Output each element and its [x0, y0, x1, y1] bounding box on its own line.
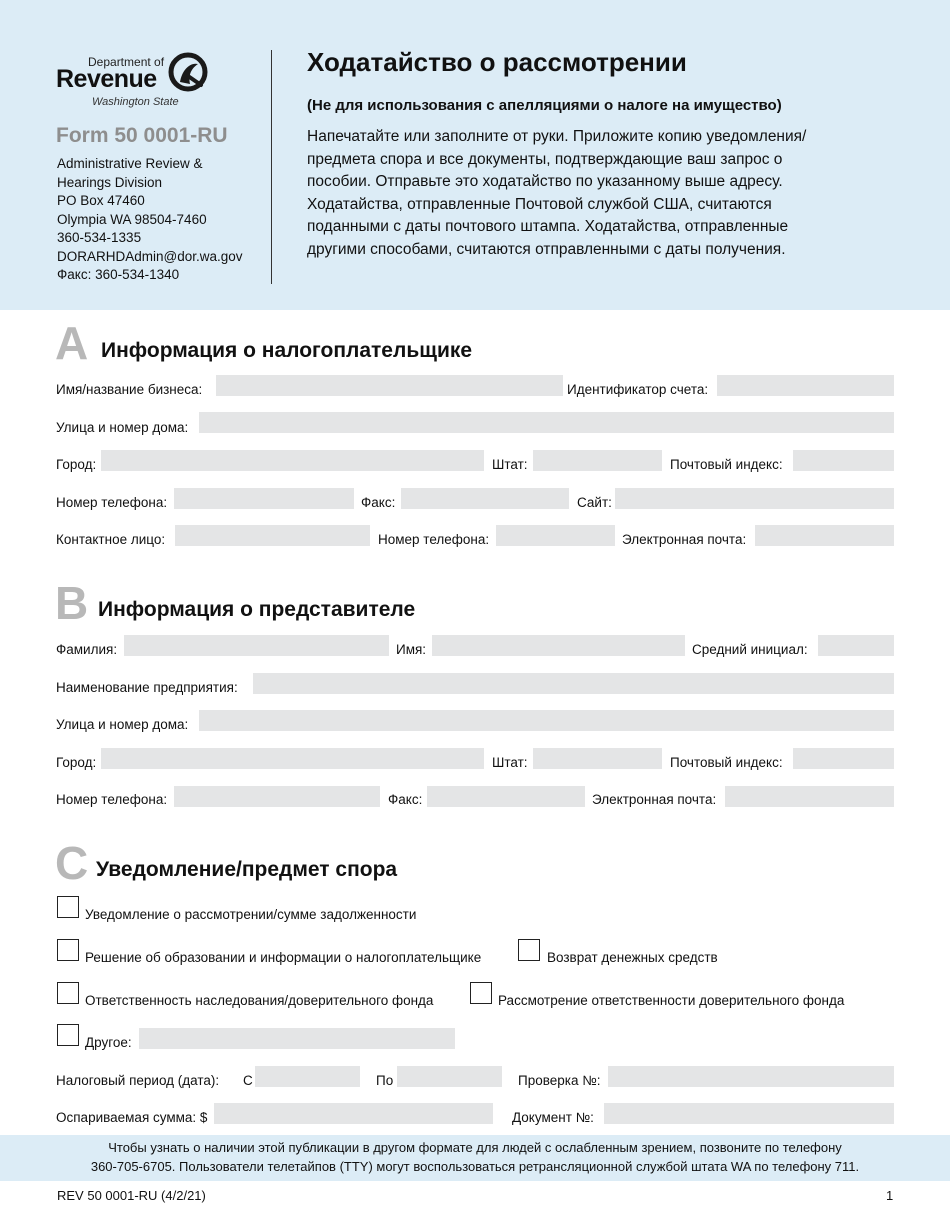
rep-city-field[interactable] [101, 748, 484, 769]
address-line: 360-534-1335 [57, 230, 142, 245]
trust-review-checkbox[interactable] [470, 982, 492, 1004]
rep-company-field[interactable] [253, 673, 894, 694]
audit-number-label: Проверка №: [518, 1073, 601, 1088]
trust-review-label: Рассмотрение ответственности доверительного фонда [498, 993, 845, 1008]
taxpayer-name-label: Имя/название бизнеса: [56, 382, 203, 397]
page-subtitle: (Не для использования с апелляциями о налоге на имущество) [307, 97, 782, 114]
section-a-letter: A [55, 317, 89, 369]
revision-code: REV 50 0001-RU (4/2/21) [57, 1188, 206, 1203]
tax-period-to-label: По [376, 1073, 394, 1088]
rep-street-label: Улица и номер дома: [56, 717, 189, 732]
taxpayer-zip-field[interactable] [793, 450, 894, 471]
refund-label: Возврат денежных средств [547, 950, 718, 965]
other-label: Другое: [85, 1035, 132, 1050]
address-line: Olympia WA 98504-7460 [57, 211, 207, 227]
contact-person-label: Контактное лицо: [56, 532, 166, 547]
rep-fax-label: Факс: [388, 792, 423, 807]
rep-city-label: Город: [56, 755, 97, 770]
rep-state-field[interactable] [533, 748, 662, 769]
accessibility-notice-line: 360-705-6705. Пользователи телетайпов (TTY) могут воспользоваться ретрансляционной службой штата WA по телефону 711. [90, 1159, 860, 1174]
header-band [0, 0, 950, 310]
header-divider [271, 50, 272, 284]
taxpayer-name-field[interactable] [216, 375, 563, 396]
address-line: PO Box 47460 [57, 193, 145, 208]
logo-dept-text: Department of [88, 55, 165, 69]
rep-email-label: Электронная почта: [592, 792, 717, 807]
decision-label: Решение об образовании и информации о налогоплательщике [85, 950, 482, 965]
section-c-title: Уведомление/предмет спора [96, 858, 398, 881]
audit-number-field[interactable] [608, 1066, 894, 1087]
instruction-line: предмета спора и все документы, подтверждающие ваш запрос о [307, 150, 783, 168]
taxpayer-fax-field[interactable] [401, 488, 569, 509]
taxpayer-email-label: Электронная почта: [622, 532, 747, 547]
taxpayer-state-field[interactable] [533, 450, 662, 471]
rep-first-name-label: Имя: [396, 642, 427, 657]
disputed-amount-label: Оспариваемая сумма: $ [56, 1110, 208, 1125]
revenue-swoosh-icon [168, 52, 208, 92]
taxpayer-phone-label: Номер телефона: [56, 495, 168, 510]
rep-fax-field[interactable] [427, 786, 585, 807]
account-id-field[interactable] [717, 375, 894, 396]
taxpayer-city-label: Город: [56, 457, 97, 472]
section-b-title: Информация о представителе [98, 598, 416, 621]
rep-last-name-field[interactable] [124, 635, 389, 656]
inheritance-checkbox[interactable] [57, 982, 79, 1004]
taxpayer-fax-label: Факс: [361, 495, 396, 510]
section-b-letter: B [55, 577, 89, 629]
rep-company-label: Наименование предприятия: [56, 680, 238, 695]
logo-state-text: Washington State [92, 96, 179, 108]
dor-logo [56, 52, 226, 112]
instructions [307, 126, 907, 261]
taxpayer-phone-field[interactable] [174, 488, 354, 509]
logo-revenue-text: Revenue [56, 65, 157, 93]
taxpayer-email-field[interactable] [755, 525, 894, 546]
tax-period-from-label: С [243, 1073, 253, 1088]
instruction-line: другими способами, считаются отправленными с даты получения. [307, 240, 786, 258]
rep-email-field[interactable] [725, 786, 894, 807]
rep-middle-initial-field[interactable] [818, 635, 894, 656]
instruction-line: Напечатайте или заполните от руки. Приложите копию уведомления/ [307, 128, 807, 145]
rep-zip-label: Почтовый индекс: [670, 755, 783, 770]
inheritance-label: Ответственность наследования/доверительного фонда [85, 993, 434, 1008]
taxpayer-site-label: Сайт: [577, 495, 612, 510]
section-a-title: Информация о налогоплательщике [101, 339, 473, 362]
rep-phone-field[interactable] [174, 786, 380, 807]
section-c-letter: C [55, 837, 89, 889]
rep-street-field[interactable] [199, 710, 894, 731]
page-title: Ходатайство о рассмотрении [307, 47, 687, 77]
document-number-field[interactable] [604, 1103, 894, 1124]
taxpayer-site-field[interactable] [615, 488, 894, 509]
address-line: Administrative Review & [57, 156, 203, 171]
tax-period-to-field[interactable] [397, 1066, 502, 1087]
rep-state-label: Штат: [492, 755, 528, 770]
refund-checkbox[interactable] [518, 939, 540, 961]
review-notice-label: Уведомление о рассмотрении/сумме задолженности [85, 907, 417, 922]
form-number: Form 50 0001-RU [56, 124, 228, 147]
page-number: 1 [886, 1188, 894, 1203]
taxpayer-state-label: Штат: [492, 457, 528, 472]
instruction-line: пособии. Отправьте это ходатайство по указанному выше адресу. [307, 173, 783, 190]
accessibility-notice [0, 1135, 950, 1181]
taxpayer-city-field[interactable] [101, 450, 484, 471]
instruction-line: поданными с даты почтового штампа. Ходатайства, отправленные [307, 218, 789, 235]
contact-phone-field[interactable] [496, 525, 615, 546]
rep-phone-label: Номер телефона: [56, 792, 168, 807]
contact-person-field[interactable] [175, 525, 370, 546]
address-line: Факс: 360-534-1340 [57, 267, 180, 282]
taxpayer-zip-label: Почтовый индекс: [670, 457, 783, 472]
contact-phone-label: Номер телефона: [378, 532, 490, 547]
tax-period-from-field[interactable] [255, 1066, 360, 1087]
disputed-amount-field[interactable] [214, 1103, 493, 1124]
tax-period-label: Налоговый период (дата): [56, 1073, 220, 1088]
rep-first-name-field[interactable] [432, 635, 685, 656]
other-checkbox[interactable] [57, 1024, 79, 1046]
decision-checkbox[interactable] [57, 939, 79, 961]
rep-middle-initial-label: Средний инициал: [692, 642, 808, 657]
instruction-line: Ходатайства, отправленные Почтовой службой США, считаются [307, 195, 772, 213]
rep-zip-field[interactable] [793, 748, 894, 769]
taxpayer-street-field[interactable] [199, 412, 894, 433]
other-field[interactable] [139, 1028, 455, 1049]
rep-last-name-label: Фамилия: [56, 642, 118, 657]
taxpayer-street-label: Улица и номер дома: [56, 420, 189, 435]
document-number-label: Документ №: [512, 1110, 594, 1125]
accessibility-notice-line: Чтобы узнать о наличии этой публикации в другом формате для людей с ослабленным зрением, позвоните по телефону [108, 1140, 842, 1155]
account-id-label: Идентификатор счета: [567, 382, 709, 397]
review-notice-checkbox[interactable] [57, 896, 79, 918]
address-line: Hearings Division [57, 174, 163, 190]
agency-address [57, 155, 243, 285]
address-line: DORARHDAdmin@dor.wa.gov [57, 248, 243, 264]
